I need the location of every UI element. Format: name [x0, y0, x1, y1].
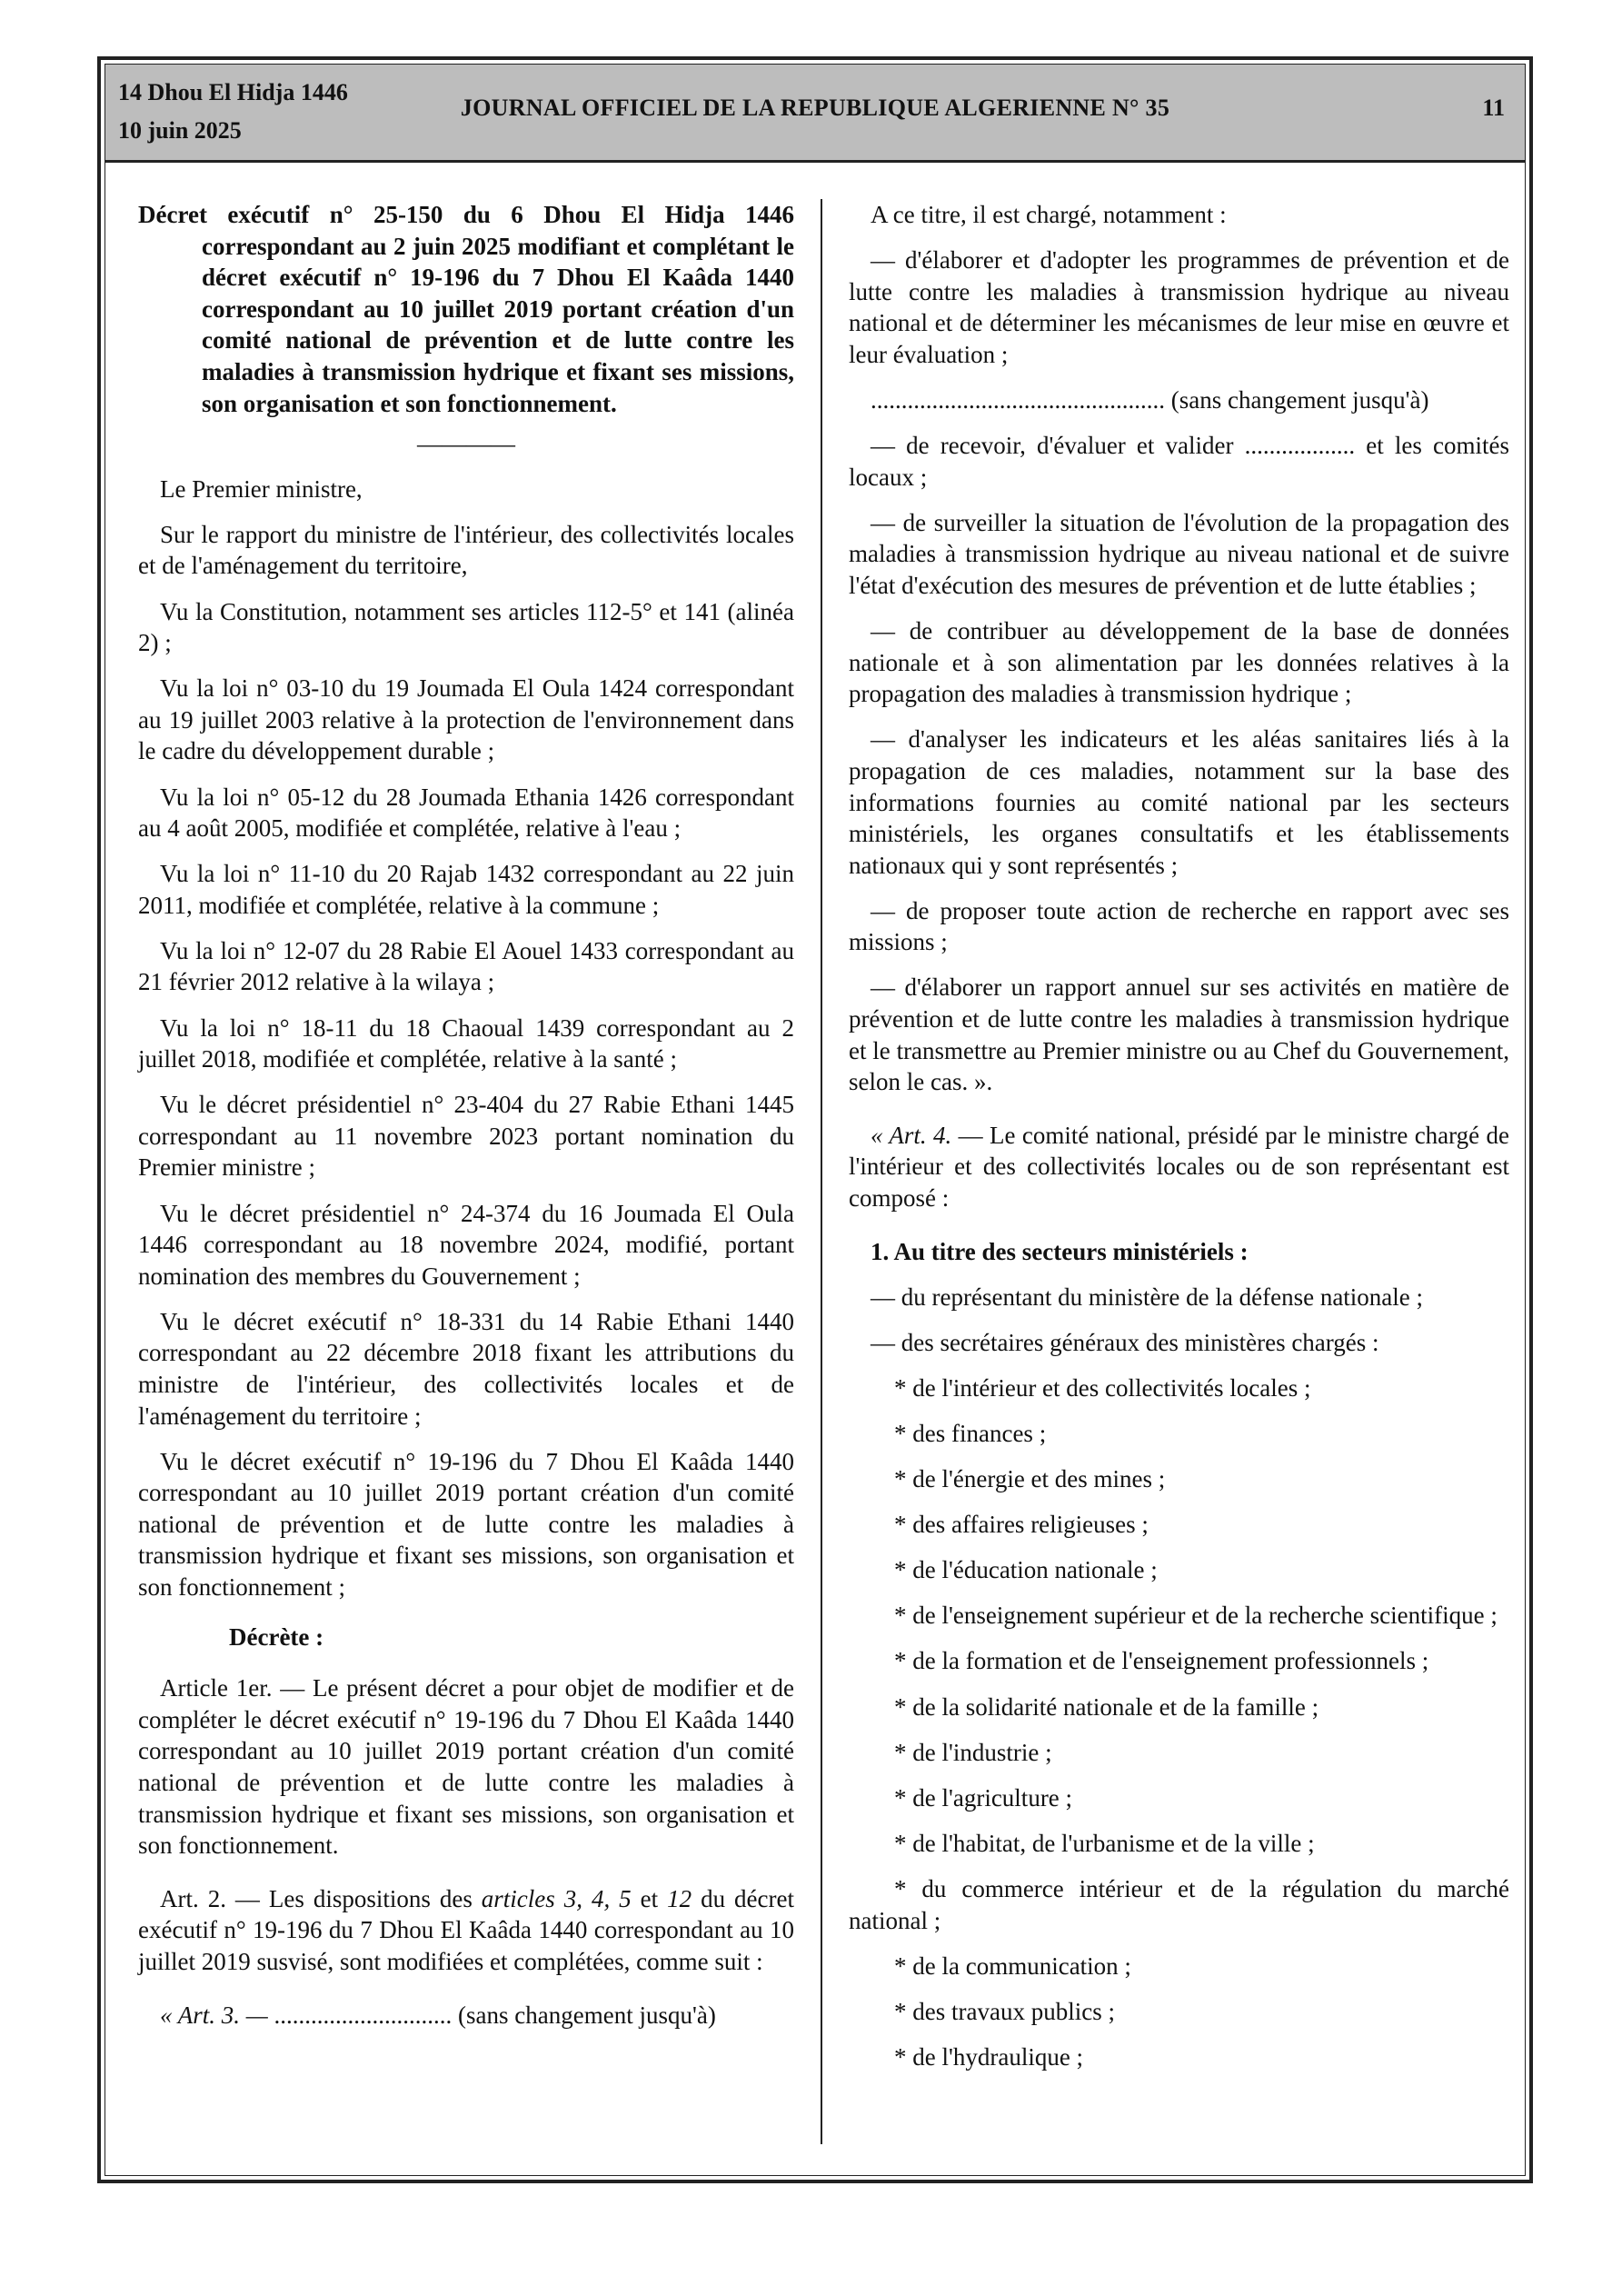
- paragraph: — d'élaborer un rapport annuel sur ses activités en matière de prévention et de lutte contre les maladies à transmission hydrique et le transmettre au Premier ministre ou au Chef du Gouvernement, selon le cas. ».: [849, 973, 1509, 1096]
- paragraph: A ce titre, il est chargé, notamment :: [871, 201, 1227, 228]
- title-separator: ————: [417, 429, 515, 457]
- decree-title-rest: correspondant au 2 juin 2025 modifiant et complétant le décret exécutif n° 19-196 du 7 Dhou El Kaâda 1440 correspondant au 10 juillet 2019 portant création d'un comité national de prévention et de lutte contre les maladies à transmission hydrique et fixant ses missions, son organisation et son fonctionnement.: [202, 232, 794, 417]
- ministry-item: * de l'habitat, de l'urbanisme et de la ville ;: [894, 1829, 1315, 1857]
- column-divider: [821, 199, 822, 2144]
- article-4: [849, 1120, 1509, 1214]
- article-3: [138, 2000, 794, 2031]
- paragraph: Vu le décret exécutif n° 18-331 du 14 Rabie Ethani 1440 correspondant au 22 décembre 2018 fixant les attributions du ministre de l'intérieur, des collectivités locales et de l'aménagement du territoire ;: [138, 1307, 794, 1430]
- art2-text-a: Art. 2. — Les dispositions des: [160, 1884, 482, 1912]
- art2-articles: articles 3, 4, 5: [481, 1884, 632, 1912]
- header-title: JOURNAL OFFICIEL DE LA REPUBLIQUE ALGERIENNE N° 35: [460, 95, 1170, 121]
- ministry-item: * de l'éducation nationale ;: [894, 1556, 1158, 1584]
- journal-header: [105, 65, 1525, 163]
- article-1: Article 1er. — Le présent décret a pour objet de modifier et de compléter le décret exécutif n° 19-196 du 7 Dhou El Kaâda 1440 correspondant au 10 juillet 2019 portant création d'un comité national de prévention et de lutte contre les maladies à transmission hydrique et fixant ses missions, son organisation et son fonctionnement.: [138, 1674, 794, 1860]
- page-frame: [97, 56, 1533, 2183]
- article-2: [138, 1883, 794, 1978]
- paragraph: — de recevoir, d'évaluer et valider .................. et les comités locaux ;: [849, 432, 1509, 491]
- art2-et: et: [631, 1884, 668, 1912]
- page-frame-inner: [104, 64, 1526, 2176]
- section-heading: 1. Au titre des secteurs ministériels :: [871, 1237, 1249, 1265]
- paragraph: ................................................ (sans changement jusqu'à): [871, 385, 1429, 414]
- art4-text: — Le comité national, présidé par le ministre chargé de l'intérieur et des collectivités locales ou de son représentant est composé :: [849, 1121, 1510, 1213]
- art3-text: ............................. (sans changement jusqu'à): [267, 2001, 716, 2029]
- art3-label: « Art. 3. —: [160, 2001, 268, 2029]
- paragraph: — d'élaborer et d'adopter les programmes de prévention et de lutte contre les maladies à transmission hydrique au niveau national et de déterminer les mécanismes de leur mise en œuvre et leur évaluation ;: [849, 246, 1509, 368]
- paragraph: — d'analyser les indicateurs et les aléas sanitaires liés à la propagation de ces maladies, notamment sur la base des informations fournies au comité national par les secteurs ministériels, les organes consultatifs et les établissements nationaux qui y sont représentés ;: [849, 725, 1509, 879]
- dash-item: — des secrétaires généraux des ministères chargés :: [871, 1328, 1379, 1356]
- ministry-item: * des finances ;: [894, 1420, 1047, 1447]
- right-column: [849, 199, 1509, 2087]
- decree-title: [138, 199, 794, 419]
- paragraph: — de proposer toute action de recherche en rapport avec ses missions ;: [849, 896, 1509, 956]
- paragraph: Vu la loi n° 18-11 du 18 Chaoual 1439 correspondant au 2 juillet 2018, modifiée et complétée, relative à la santé ;: [138, 1013, 794, 1073]
- paragraph: Vu le décret présidentiel n° 24-374 du 16 Joumada El Oula 1446 correspondant au 18 novembre 2024, modifié, portant nomination des membres du Gouvernement ;: [138, 1199, 794, 1290]
- ministry-item: * de la formation et de l'enseignement professionnels ;: [894, 1647, 1429, 1675]
- dash-item: — du représentant du ministère de la défense nationale ;: [871, 1283, 1424, 1311]
- ministry-item: * de l'industrie ;: [894, 1738, 1052, 1766]
- ministry-item: * du commerce intérieur et de la régulation du marché national ;: [849, 1874, 1509, 1934]
- paragraph: Vu la loi n° 05-12 du 28 Joumada Ethania 1426 correspondant au 4 août 2005, modifiée et complétée, relative à l'eau ;: [138, 783, 794, 843]
- paragraph: Vu la Constitution, notamment ses articles 112-5° et 141 (alinéa 2) ;: [138, 597, 794, 657]
- paragraph: Vu le décret exécutif n° 19-196 du 7 Dhou El Kaâda 1440 correspondant au 10 juillet 2019 portant création d'un comité national de prévention et de lutte contre les maladies à transmission hydrique et fixant ses missions, son organisation et son fonctionnement ;: [138, 1447, 794, 1602]
- art2-text-b: du décret exécutif n° 19-196 du 7 Dhou El Kaâda 1440 correspondant au 10 juillet 2019 susvisé, sont modifiées et complétées, comme suit :: [138, 1884, 794, 1975]
- paragraph: Vu la loi n° 11-10 du 20 Rajab 1432 correspondant au 22 juin 2011, modifiée et complétée, relative à la commune ;: [138, 860, 794, 919]
- decrete-heading: Décrète :: [229, 1622, 324, 1651]
- paragraph: — de contribuer au développement de la base de données nationale et à son alimentation par les données relatives à la propagation des maladies à transmission hydrique ;: [849, 617, 1509, 708]
- paragraph: Vu le décret présidentiel n° 23-404 du 27 Rabie Ethani 1445 correspondant au 11 novembre 2023 portant nomination du Premier ministre ;: [138, 1091, 794, 1182]
- paragraph: Vu la loi n° 03-10 du 19 Joumada El Oula 1424 correspondant au 19 juillet 2003 relative à la protection de l'environnement dans le cadre du développement durable ;: [138, 674, 794, 765]
- paragraph: — de surveiller la situation de l'évolution de la propagation des maladies à transmission hydrique au niveau national et de suivre l'état d'exécution des mesures de prévention et de lutte établies ;: [849, 508, 1509, 599]
- header-date-gregorian: 10 juin 2025: [118, 117, 242, 144]
- ministry-item: * de l'intérieur et des collectivités locales ;: [894, 1373, 1311, 1402]
- ministry-item: * de l'hydraulique ;: [894, 2042, 1084, 2071]
- ministry-item: * de la solidarité nationale et de la famille ;: [894, 1692, 1319, 1721]
- left-column: [138, 199, 794, 2045]
- ministry-item: * de l'agriculture ;: [894, 1783, 1073, 1812]
- art4-label: « Art. 4.: [871, 1121, 952, 1149]
- ministry-item: * de la communication ;: [894, 1952, 1131, 1980]
- decree-title-first-line: Décret exécutif n° 25-150 du 6 Dhou El Hidja 1446: [138, 201, 794, 228]
- ministry-item: * de l'enseignement supérieur et de la recherche scientifique ;: [894, 1602, 1498, 1630]
- ministry-item: * des travaux publics ;: [894, 1997, 1115, 2025]
- ministry-item: * de l'énergie et des mines ;: [894, 1465, 1166, 1493]
- art2-article-12: 12: [667, 1884, 692, 1912]
- page-number: 11: [1482, 95, 1505, 121]
- paragraph: Sur le rapport du ministre de l'intérieur, des collectivités locales et de l'aménagement du territoire,: [138, 520, 794, 580]
- ministry-item: * des affaires religieuses ;: [894, 1511, 1149, 1539]
- header-date-hijri: 14 Dhou El Hidja 1446: [118, 79, 348, 105]
- paragraph: Le Premier ministre,: [160, 474, 363, 503]
- paragraph: Vu la loi n° 12-07 du 28 Rabie El Aouel 1433 correspondant au 21 février 2012 relative à la wilaya ;: [138, 936, 794, 996]
